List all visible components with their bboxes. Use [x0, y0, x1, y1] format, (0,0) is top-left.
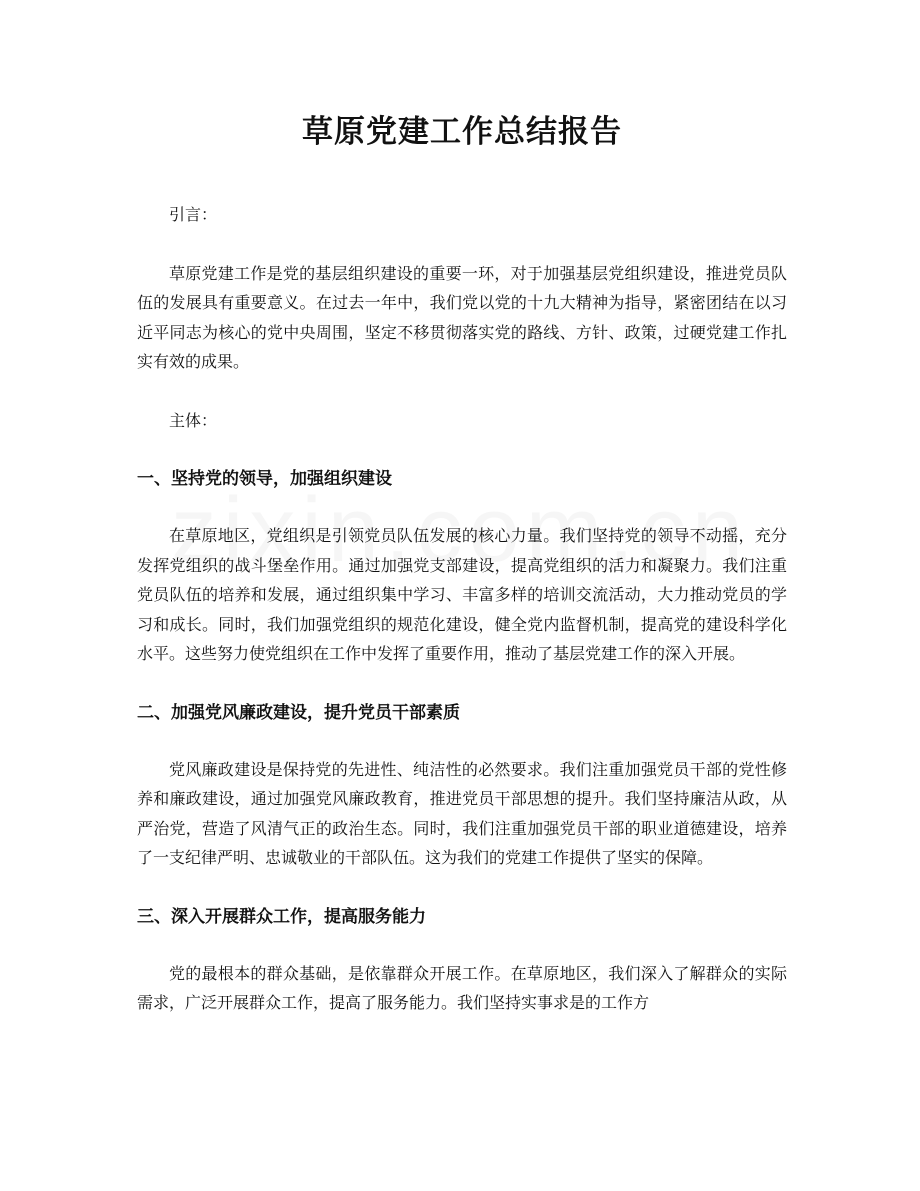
section-2: [137, 698, 787, 873]
section-heading: 三、深入开展群众工作，提高服务能力: [137, 906, 426, 927]
intro-label: 引言：: [169, 205, 218, 224]
section-paragraph: 党的最根本的群众基础，是依靠群众开展工作。在草原地区，我们深入了解群众的实际需求，广泛开展群众工作，提高了服务能力。我们坚持实事求是的工作方: [137, 963, 787, 1012]
section-heading: 二、加强党风廉政建设，提升党员干部素质: [137, 702, 460, 723]
document-body: [137, 110, 787, 1047]
document-title: 草原党建工作总结报告: [302, 114, 622, 150]
section-1: [137, 464, 787, 669]
section-heading: 一、坚持党的领导，加强组织建设: [137, 469, 392, 489]
section-paragraph: 党风廉政建设是保持党的先进性、纯洁性的必然要求。我们注重加强党员干部的党性修养和廉政建设，通过加强党风廉政教育，推进党员干部思想的提升。我们坚持廉洁从政，从严治党，营造了风清气正的政治生态。同时，我们注重加强党员干部的职业道德建设，培养了一支纪律严明、忠诚敬业的干部队伍。这为我们的党建工作提供了坚实的保障。: [137, 759, 787, 867]
section-3: [137, 902, 787, 1018]
body-label: 主体：: [169, 410, 218, 430]
section-paragraph: 在草原地区，党组织是引领党员队伍发展的核心力量。我们坚持党的领导不动摇，充分发挥党组织的战斗堡垒作用。通过加强党支部建设，提高党组织的活力和凝聚力。我们注重党员队伍的培养和发展，通过组织集中学习、丰富多样的培训交流活动，大力推动党员的学习和成长。同时，我们加强党组织的规范化建设，健全党内监督机制，提高党的建设科学化水平。这些努力使党组织在工作中发挥了重要作用，推动了基层党建工作的深入开展。: [137, 526, 787, 663]
intro-paragraph: 草原党建工作是党的基层组织建设的重要一环，对于加强基层党组织建设，推进党员队伍的发展具有重要意义。在过去一年中，我们党以党的十九大精神为指导，紧密团结在以习近平同志为核心的党中央周围，坚定不移贯彻落实党的路线、方针、政策，过硬党建工作扎实有效的成果。: [137, 263, 787, 371]
